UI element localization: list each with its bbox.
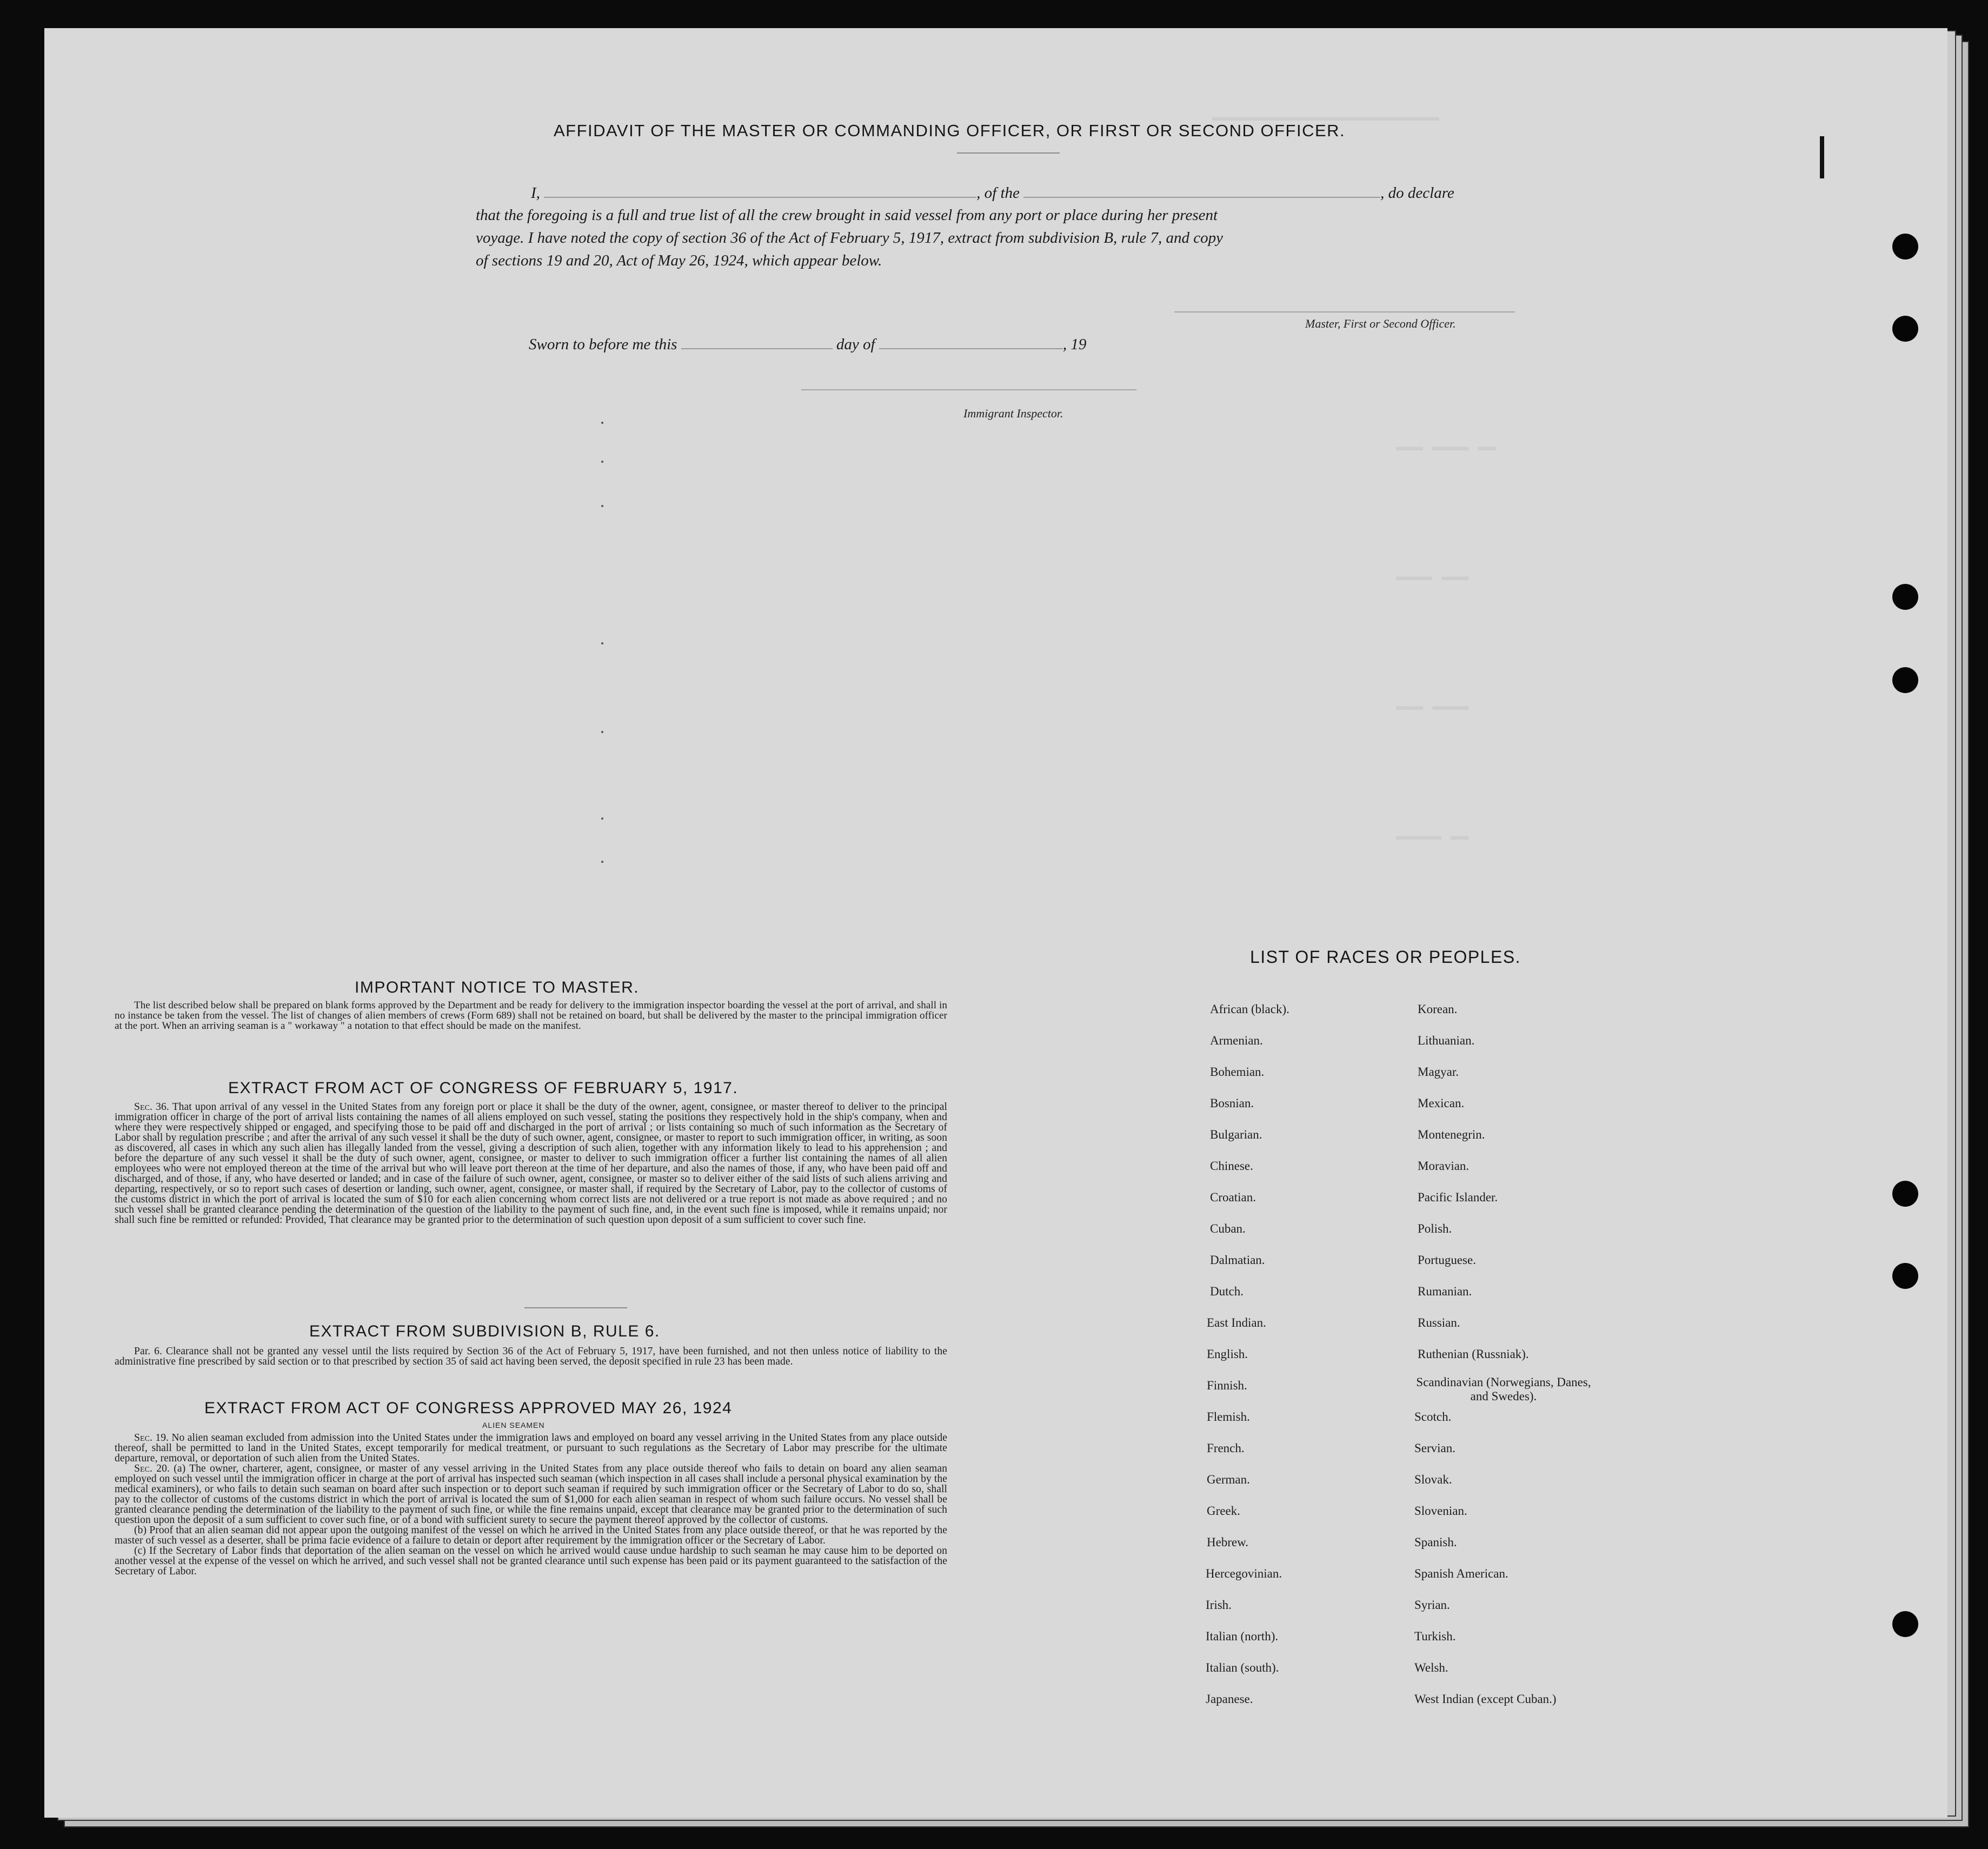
race-item: African (black). bbox=[1210, 1002, 1289, 1016]
sworn-month-blank[interactable] bbox=[879, 335, 1063, 349]
notice-title: IMPORTANT NOTICE TO MASTER. bbox=[355, 979, 640, 996]
affidavit-declaration-line: I, , of the , do declare bbox=[531, 184, 1454, 202]
binder-hole bbox=[1892, 667, 1918, 693]
speck bbox=[601, 461, 603, 463]
race-item: Bosnian. bbox=[1210, 1096, 1254, 1110]
race-item: Polish. bbox=[1418, 1222, 1452, 1235]
inspector-caption: Immigrant Inspector. bbox=[963, 407, 1063, 420]
race-item: English. bbox=[1207, 1347, 1248, 1361]
race-item: Pacific Islander. bbox=[1418, 1190, 1498, 1204]
race-item: Spanish American. bbox=[1414, 1567, 1508, 1580]
affidavit-text-line: of sections 19 and 20, Act of May 26, 1924, which appear below. bbox=[476, 252, 882, 269]
document-page bbox=[44, 28, 1947, 1818]
race-item: Lithuanian. bbox=[1418, 1034, 1475, 1047]
extract-1924-body: Sec. 19. No alien seaman excluded from admission into the United States under the immigration laws and employed on board any vessel arriving in the United States from any place outside thereof, shall be permitted to land in the United States, except temporarily for medical treatment, or pursuant to such regulations as the Secretary of Labor may prescribe for the ultimate departure, removal, or deportation of such alien from the United States. Sec. 20. (a) The owner, charterer, agent, consignee, or master of any vessel arriving in the United States from any place outside thereof who fails to detain on board any alien seaman employed on such vessel until the immigration officer in charge at the port of arrival has inspected such seaman (which inspection in all cases shall include a personal physical examination by the medical examiners), or who fails to detain such seaman on board after such inspection or to deport such seaman if required by such immigration officer or the Secretary of Labor to do so, shall pay to the collector of customs of the customs district in which the port of arrival is located the sum of $1,000 for each alien seaman in respect of whom such failure occurs. No vessel shall be granted clearance pending the determination of the liability to the payment of such fine, or while the fine remains unpaid, except that clearance may be granted prior to the determination of such question upon the deposit of a sum sufficient to cover such fine, or of a bond with sufficient surety to secure the payment thereof approved by the collector of customs. (b) Proof that an alien seaman did not appear upon the outgoing manifest of the vessel on which he arrived in the United States from any place outside thereof, or that he was reported by the master of such vessel as a deserter, shall be prima facie evidence of a failure to detain or deport after requirement by the immigration officer or the Secretary of Labor. (c) If the Secretary of Labor finds that deportation of the alien seaman on the vessel on which he arrived would cause undue hardship to such seaman he may cause him to be deported on another vessel at the expense of the vessel on which he arrived, and such vessel shall not be granted clearance until such expense has been paid or its payment guaranteed to the satisfaction of the Secretary of Labor. bbox=[115, 1432, 947, 1577]
race-item: Finnish. bbox=[1207, 1379, 1247, 1392]
speck bbox=[601, 817, 603, 820]
race-item: Armenian. bbox=[1210, 1034, 1263, 1047]
race-item: Slovenian. bbox=[1414, 1504, 1467, 1518]
affidavit-text-line: that the foregoing is a full and true list of all the crew brought in said vessel from any port or place during her present bbox=[476, 207, 1218, 224]
binder-hole bbox=[1892, 1263, 1918, 1289]
race-item: Irish. bbox=[1206, 1598, 1232, 1612]
race-item: Scandinavian (Norwegians, Danes, and Swedes). bbox=[1416, 1375, 1591, 1403]
race-item: Portuguese. bbox=[1418, 1253, 1476, 1267]
race-item: Bulgarian. bbox=[1210, 1128, 1262, 1141]
speck bbox=[601, 505, 603, 507]
race-item: Hercegovinian. bbox=[1206, 1567, 1282, 1580]
race-item: French. bbox=[1207, 1441, 1245, 1455]
race-item: West Indian (except Cuban.) bbox=[1414, 1692, 1557, 1706]
race-item: Cuban. bbox=[1210, 1222, 1246, 1235]
race-item: Hebrew. bbox=[1207, 1535, 1249, 1549]
binder-hole bbox=[1892, 234, 1918, 260]
binder-hole bbox=[1892, 316, 1918, 342]
race-item: Spanish. bbox=[1414, 1535, 1457, 1549]
race-item: Italian (north). bbox=[1206, 1629, 1279, 1643]
race-item: Ruthenian (Russniak). bbox=[1418, 1347, 1529, 1361]
alien-seamen-subtitle: ALIEN SEAMEN bbox=[482, 1421, 545, 1429]
speck bbox=[601, 422, 603, 424]
race-item: Montenegrin. bbox=[1418, 1128, 1485, 1141]
clip-mark bbox=[1820, 136, 1824, 178]
binder-hole bbox=[1892, 1181, 1918, 1207]
speck bbox=[601, 731, 603, 733]
race-item: Rumanian. bbox=[1418, 1285, 1472, 1298]
divider bbox=[957, 152, 1060, 154]
extract-1917-title: EXTRACT FROM ACT OF CONGRESS OF FEBRUARY 5, 1917. bbox=[228, 1079, 739, 1097]
race-item: Russian. bbox=[1418, 1316, 1460, 1329]
race-item: Welsh. bbox=[1414, 1661, 1448, 1674]
bleed-through-mark: ▬▬▬ ▬▬▬▬ ▬▬ bbox=[1396, 439, 1496, 456]
bleed-through-mark: ▬▬▬▬▬▬▬▬▬▬▬▬▬▬▬▬▬▬▬▬▬▬▬▬▬ bbox=[1212, 109, 1440, 126]
speck bbox=[601, 861, 603, 863]
extract-rule6-title: EXTRACT FROM SUBDIVISION B, RULE 6. bbox=[309, 1322, 660, 1340]
race-item: Flemish. bbox=[1207, 1410, 1250, 1424]
speck bbox=[601, 642, 603, 644]
race-item: Slovak. bbox=[1414, 1473, 1452, 1486]
master-caption: Master, First or Second Officer. bbox=[1305, 317, 1456, 330]
race-item: Dutch. bbox=[1210, 1285, 1244, 1298]
sworn-date-blank[interactable] bbox=[681, 335, 833, 349]
sworn-line: Sworn to before me this day of , 19 bbox=[529, 336, 1087, 353]
race-item: German. bbox=[1207, 1473, 1250, 1486]
race-item: Greek. bbox=[1207, 1504, 1240, 1518]
binder-hole bbox=[1892, 584, 1918, 610]
divider bbox=[524, 1307, 627, 1308]
vessel-blank[interactable] bbox=[1023, 184, 1380, 198]
master-signature-line[interactable] bbox=[1174, 311, 1515, 312]
affidavit-text-line: voyage. I have noted the copy of section 36 of the Act of February 5, 1917, extract from subdivision B, rule 7, and copy bbox=[476, 229, 1224, 247]
race-item: Scotch. bbox=[1414, 1410, 1452, 1424]
bleed-through-mark: ▬▬▬▬ ▬▬▬ bbox=[1396, 569, 1469, 586]
race-item: Italian (south). bbox=[1206, 1661, 1279, 1674]
race-item: Magyar. bbox=[1418, 1065, 1459, 1079]
race-item: Bohemian. bbox=[1210, 1065, 1265, 1079]
race-item: Servian. bbox=[1414, 1441, 1456, 1455]
race-item: Korean. bbox=[1418, 1002, 1458, 1016]
race-item: Turkish. bbox=[1414, 1629, 1456, 1643]
race-item: Dalmatian. bbox=[1210, 1253, 1265, 1267]
race-item: Japanese. bbox=[1206, 1692, 1253, 1706]
race-item: Croatian. bbox=[1210, 1190, 1256, 1204]
affidavit-title: AFFIDAVIT OF THE MASTER OR COMMANDING OFFICER, OR FIRST OR SECOND OFFICER. bbox=[554, 121, 1346, 140]
races-title: LIST OF RACES OR PEOPLES. bbox=[1250, 947, 1521, 967]
extract-1917-body: Sec. 36. That upon arrival of any vessel in the United States from any foreign port or place it shall be the duty of the owner, agent, consignee, or master thereof to deliver to the principal immigration officer in charge of the port of arrival lists containing the names of all aliens employed on such vessel, stating the positions they respectively hold in the ship's company, when and where they were respectively shipped or engaged, and specifying those to be paid off and discharged in the port of arrival ; or lists containing so much of such information as the Secretary of Labor shall by regulation prescribe ; and after the arrival of any such vessel it shall be the duty of such owner, agent, consignee, or master to report to such immigration officer, in writing, as soon as discovered, all cases in which any such alien has illegally landed from the vessel, giving a description of such alien, together with any information likely to lead to his apprehension ; and before the departure of any such vessel it shall be the duty of such owner, agent, consignee, or master to deliver to such immigration officer a further list containing the names of all alien employees who were not employed thereon at the time of the arrival but who will leave port thereon at the time of her departure, and also the names of those, if any, who have been paid off and discharged, and of those, if any, who have deserted or landed; and in case of the failure of such owner, agent, consignee, or master so to deliver either of the said lists of such aliens arriving and departing, respectively, or so to report such cases of desertion or landing, such owner, agent, consignee, or master shall, if required by the Secretary of Labor, pay to the collector of customs of the customs district in which the port of arrival is located the sum of $10 for each alien concerning whom correct lists are not delivered or a true report is not made as above required ; and no such vessel shall be granted clearance pending the determination of the question of the liability to the payment of such fine, and, in the event such fine is imposed, while it remains unpaid; nor shall such fine be remitted or refunded: Provided, That clearance may be granted prior to the determination of such question upon deposit of a sum sufficient to cover such fine. bbox=[115, 1101, 947, 1226]
extract-rule6-body: Par. 6. Clearance shall not be granted any vessel until the lists required by Section 36 of the Act of February 5, 1917, have been furnished, and not then unless notice of liability to the administrative fine prescribed by said section or to that prescribed by section 35 of said act having been served, the deposit specified in rule 23 has been made. bbox=[115, 1346, 947, 1367]
race-item: Syrian. bbox=[1414, 1598, 1450, 1612]
race-item: Moravian. bbox=[1418, 1159, 1470, 1173]
notice-body: The list described below shall be prepared on blank forms approved by the Department and be ready for delivery to the immigration inspector boarding the vessel at the port of arrival, and shall in no instance be taken from the vessel. The list of changes of alien members of crews (Form 689) shall not be retained on board, but shall be delivered by the master to the principal immigration officer at the port. When an arriving seaman is a " workaway " a notation to that effect should be made on the manifest. bbox=[115, 1000, 947, 1032]
binder-hole bbox=[1892, 1611, 1918, 1637]
bleed-through-mark: ▬▬▬▬▬ ▬▬ bbox=[1396, 828, 1469, 845]
bleed-through-mark: ▬▬▬ ▬▬▬▬ bbox=[1396, 699, 1469, 715]
race-item: Mexican. bbox=[1418, 1096, 1465, 1110]
extract-1924-title: EXTRACT FROM ACT OF CONGRESS APPROVED MAY 26, 1924 bbox=[204, 1399, 733, 1417]
name-blank[interactable] bbox=[544, 184, 976, 198]
inspector-signature-line[interactable] bbox=[801, 389, 1136, 390]
race-item: East Indian. bbox=[1207, 1316, 1266, 1329]
race-item: Chinese. bbox=[1210, 1159, 1253, 1173]
